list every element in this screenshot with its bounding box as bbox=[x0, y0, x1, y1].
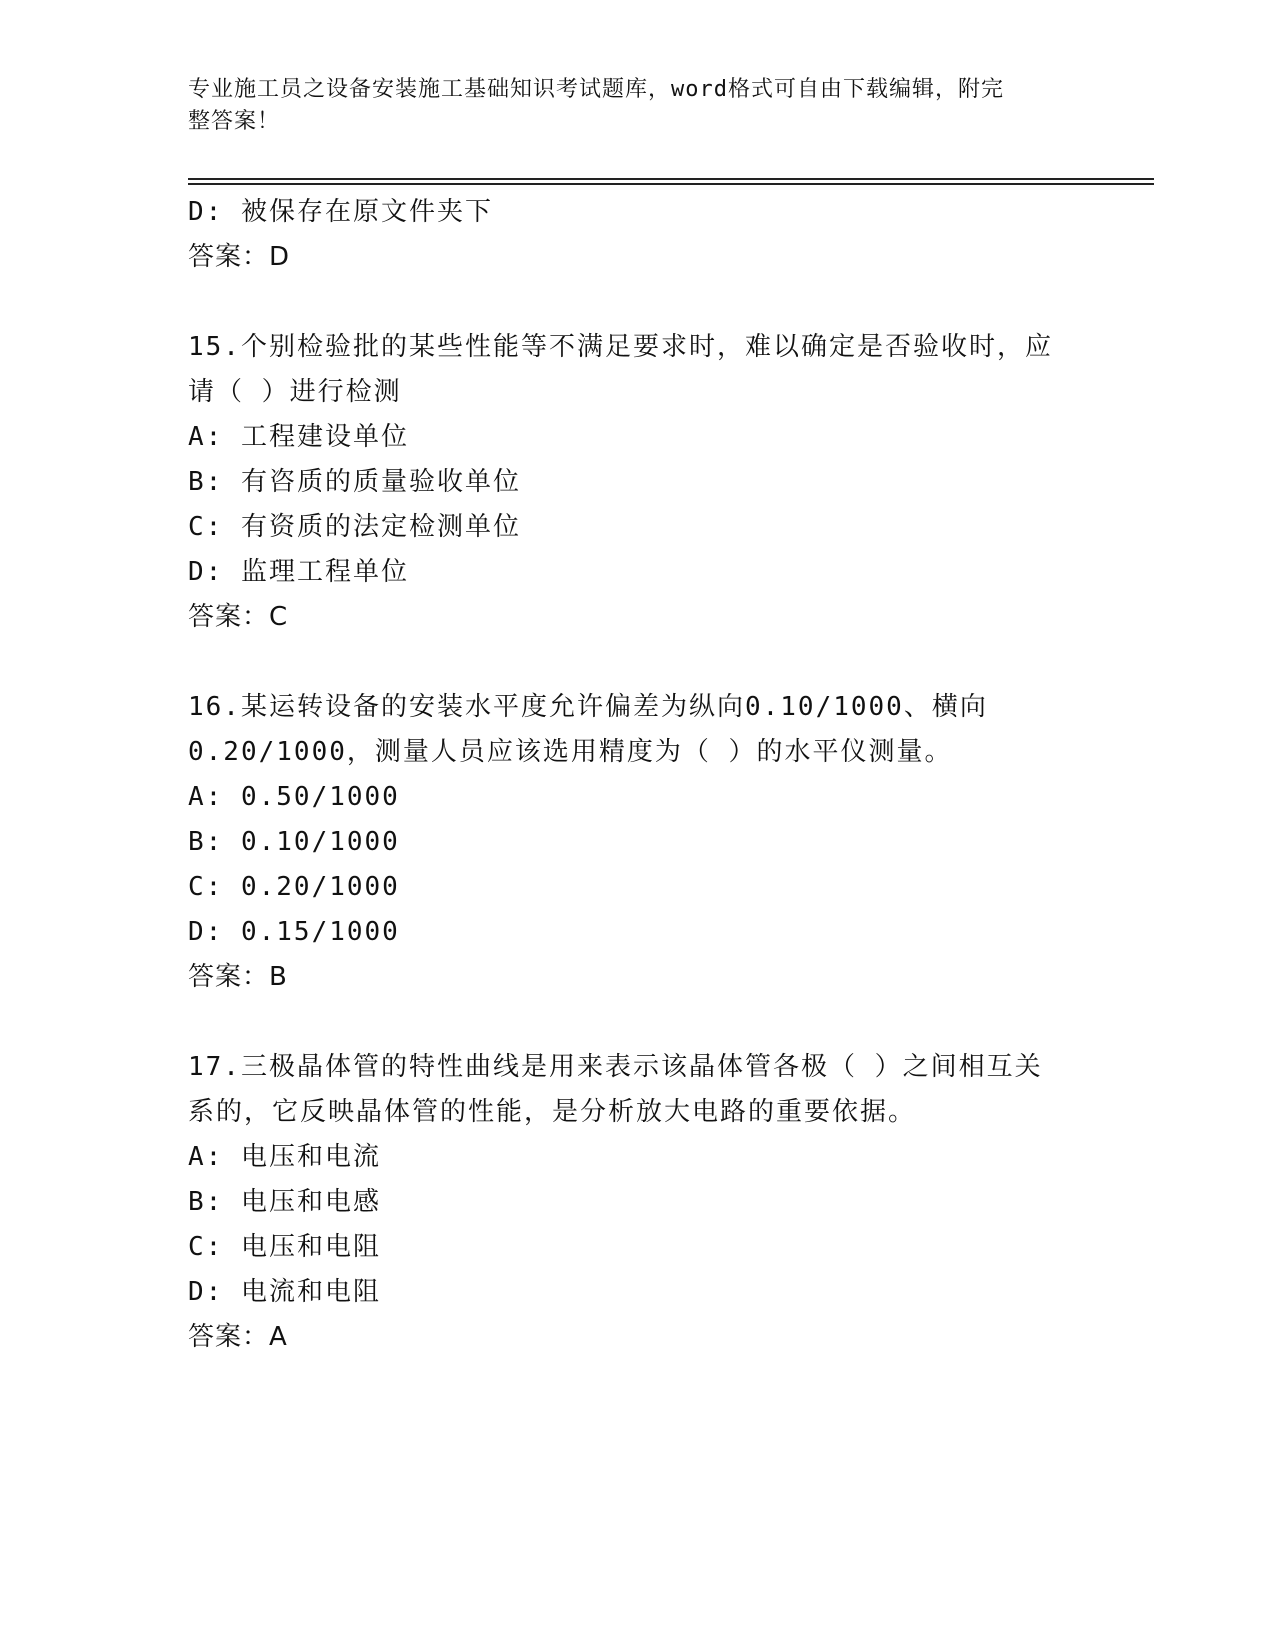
header-line-1: 专业施工员之设备安装施工基础知识考试题库，word格式可自由下载编辑，附完 bbox=[188, 77, 1004, 102]
option-a: A: 工程建设单位 bbox=[188, 422, 409, 452]
option-d: D: 监理工程单位 bbox=[188, 557, 409, 587]
answer: 答案：C bbox=[188, 602, 289, 632]
question-stem-line: 请（ ）进行检测 bbox=[188, 377, 402, 407]
question-stem-line: 0.20/1000，测量人员应该选用精度为（ ）的水平仪测量。 bbox=[188, 737, 953, 767]
question-content bbox=[188, 190, 1088, 1360]
option-a: A: 电压和电流 bbox=[188, 1142, 381, 1172]
option-d: D: 0.15/1000 bbox=[188, 917, 400, 947]
question-14-tail bbox=[188, 190, 1088, 280]
question-16 bbox=[188, 685, 1088, 1000]
option-c: C: 电压和电阻 bbox=[188, 1232, 381, 1262]
option-a: A: 0.50/1000 bbox=[188, 782, 400, 812]
option-c: C: 0.20/1000 bbox=[188, 872, 400, 902]
option-b: B: 电压和电感 bbox=[188, 1187, 381, 1217]
option-d: D: 电流和电阻 bbox=[188, 1277, 381, 1307]
document-header bbox=[188, 74, 1068, 138]
option-c: C: 有资质的法定检测单位 bbox=[188, 512, 521, 542]
answer: 答案：A bbox=[188, 1322, 288, 1352]
question-17 bbox=[188, 1045, 1088, 1360]
spacer bbox=[188, 280, 1088, 325]
question-stem-line: 17.三极晶体管的特性曲线是用来表示该晶体管各极（ ）之间相互关 bbox=[188, 1052, 1043, 1082]
question-stem-line: 系的，它反映晶体管的性能，是分析放大电路的重要依据。 bbox=[188, 1097, 917, 1127]
option-b: B: 0.10/1000 bbox=[188, 827, 400, 857]
spacer bbox=[188, 640, 1088, 685]
spacer bbox=[188, 1000, 1088, 1045]
option-d: D: 被保存在原文件夹下 bbox=[188, 197, 493, 227]
header-divider-bottom bbox=[188, 183, 1154, 185]
header-divider-top bbox=[188, 178, 1154, 180]
header-line-2: 整答案！ bbox=[188, 109, 281, 134]
question-stem-line: 15.个别检验批的某些性能等不满足要求时，难以确定是否验收时，应 bbox=[188, 332, 1053, 362]
option-b: B: 有咨质的质量验收单位 bbox=[188, 467, 521, 497]
answer: 答案：B bbox=[188, 962, 288, 992]
question-stem-line: 16.某运转设备的安装水平度允许偏差为纵向0.10/1000、横向 bbox=[188, 692, 988, 722]
answer: 答案：D bbox=[188, 242, 291, 272]
question-15 bbox=[188, 325, 1088, 640]
